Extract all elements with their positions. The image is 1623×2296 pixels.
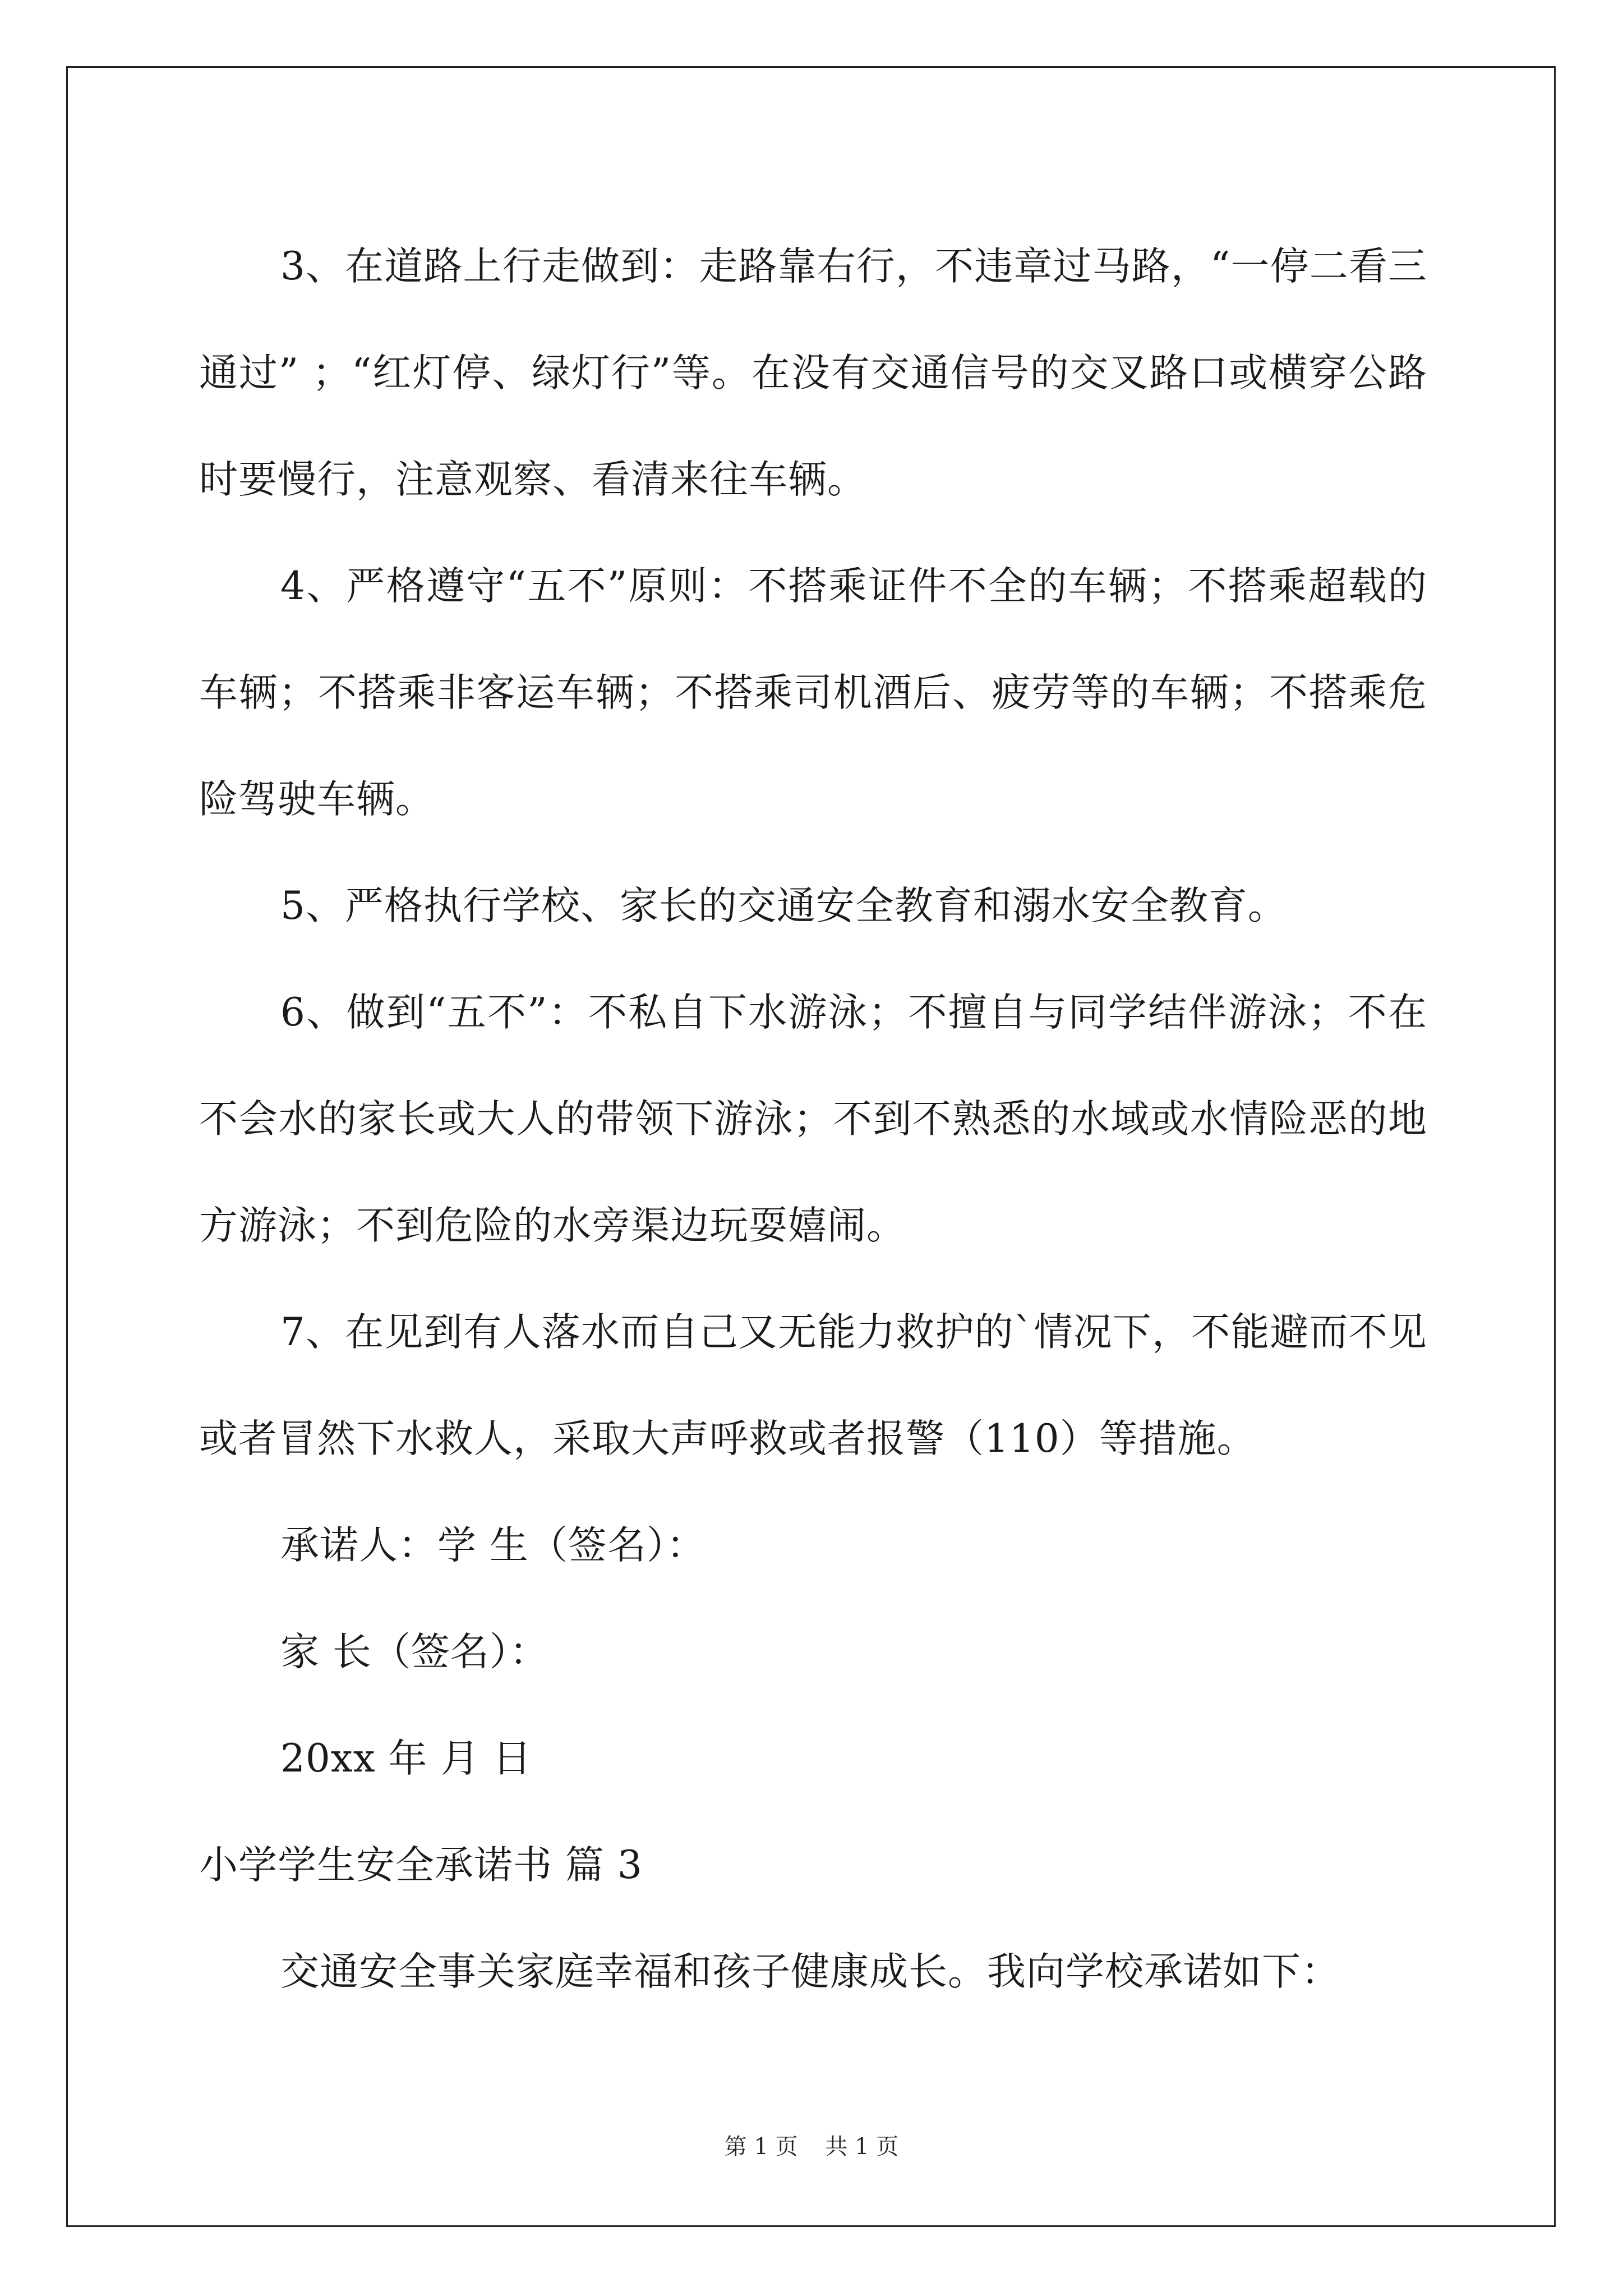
page-total: 共 1 页 (825, 2134, 899, 2160)
page-footer (0, 2129, 1623, 2161)
paragraph-rule-5: 5、严格执行学校、家长的交通安全教育和溺水安全教育。 (280, 884, 1287, 928)
student-signature-line: 承诺人：学 生（签名）： (280, 1523, 706, 1568)
parent-signature-line: 家 长（签名）： (280, 1630, 549, 1674)
page-number: 第 1 页 (724, 2134, 798, 2160)
date-line: 20xx 年 月 日 (280, 1736, 532, 1781)
intro-paragraph: 交通安全事关家庭幸福和孩子健康成长。我向学校承诺如下： (280, 1949, 1340, 1994)
paragraph-rule-3: 3、在道路上行走做到：走路靠右行，不违章过马路，“一停二看三通过” ；“红灯停、绿灯行”等。在没有交通信号的交叉路口或横穿公路时要慢行，注意观察、看清来往车辆。 (199, 244, 1427, 502)
document-body (199, 213, 1427, 2025)
paragraph-rule-6: 6、做到“五不”：不私自下水游泳；不擅自与同学结伴游泳；不在不会水的家长或大人的带领下游泳；不到不熟悉的水域或水情险恶的地方游泳；不到危险的水旁渠边玩耍嬉闹。 (199, 990, 1427, 1248)
paragraph-rule-7: 7、在见到有人落水而自己又无能力救护的`情况下，不能避而不见或者冒然下水救人，采取大声呼救或者报警（110）等措施。 (199, 1310, 1427, 1461)
paragraph-rule-4: 4、严格遵守“五不”原则：不搭乘证件不全的车辆；不搭乘超载的车辆；不搭乘非客运车辆；不搭乘司机酒后、疲劳等的车辆；不搭乘危险驾驶车辆。 (199, 564, 1427, 822)
section-heading: 小学学生安全承诺书 篇 3 (199, 1843, 643, 1888)
